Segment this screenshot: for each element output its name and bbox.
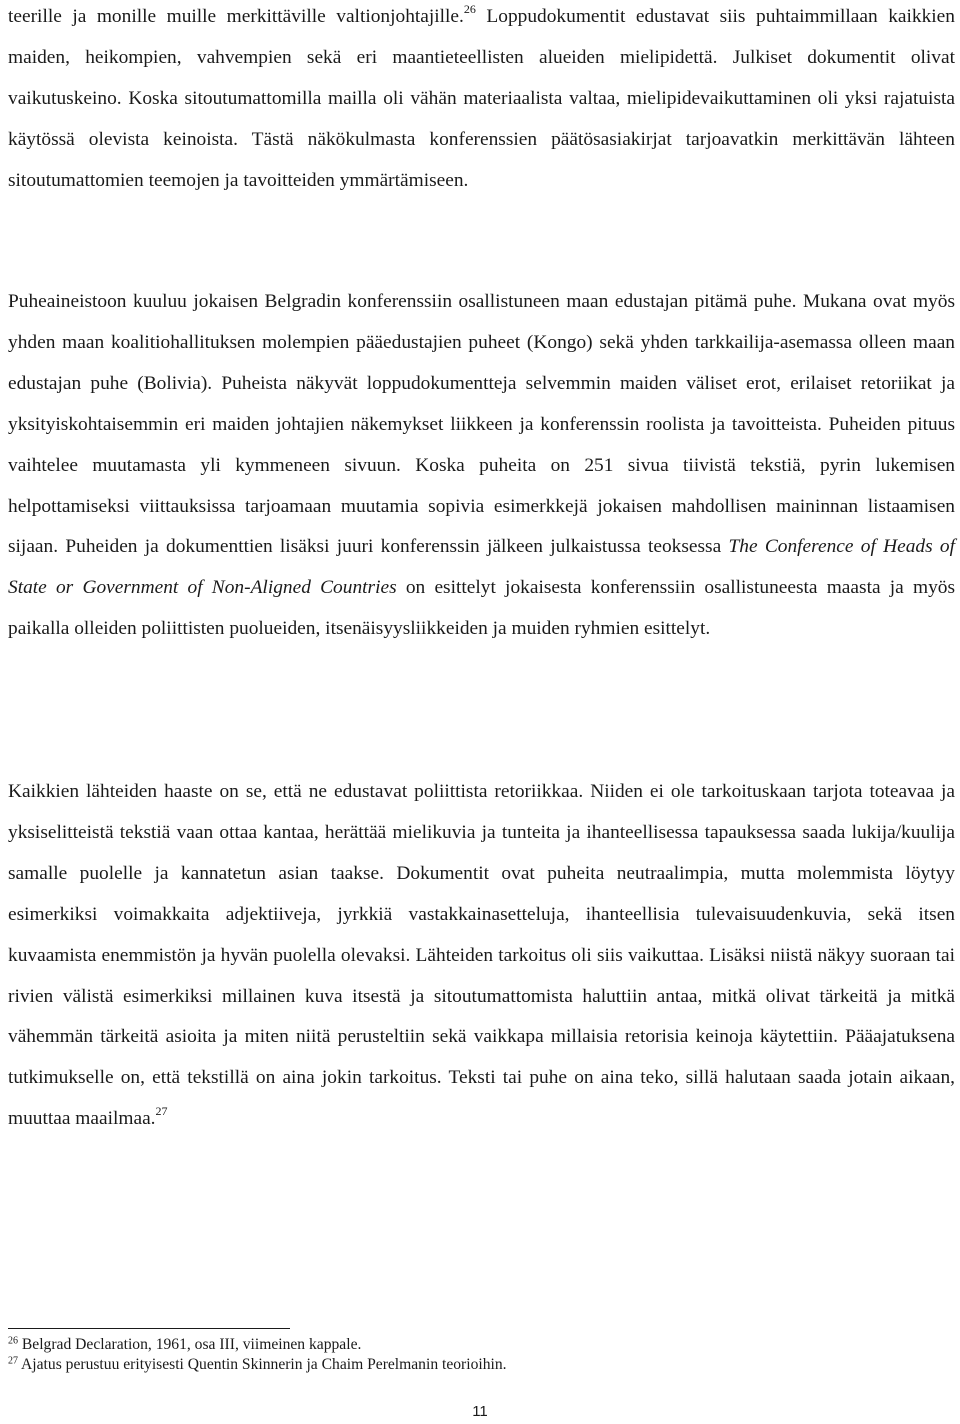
footnote-26 — [8, 1335, 948, 1355]
paragraph-3-text: Kaikkien lähteiden haaste on se, että ne edustavat poliittista retoriikkaa. Niiden ei ole tarkoituskaan tarjota toteavaa ja yksiselitteistä tekstiä vaan ottaa kantaa, herättää mielikuvia ja tunteita ja ihanteellisessa tapauksessa saada lukija/kuulija samalle puolelle ja kannatetun asian taakse. Dokumentit ovat puheita neutraalimpia, mutta molemmista löytyy esimerkiksi voimakkaita adjektiiveja, jyrkkiä vastakkainasetteluja, ihanteellisia tulevaisuudenkuvia, sekä itsen kuvaamista enemmistön ja hyvän puolella olevaksi. Lähteiden tarkoitus oli siis vaikuttaa. Lisäksi niistä näkyy suoraan tai rivien välistä esimerkiksi millainen kuva itsestä ja sitoutumattomista haluttiin antaa, mitkä olivat tärkeitä ja mitkä vähemmän tärkeitä asioita ja miten niitä perusteltiin sekä vaikkapa millaisia retorisia keinoja käytettiin. Pääajatuksena tutkimukselle on, että tekstillä on aina jokin tarkoitus. Teksti tai puhe on aina teko, sillä halutaan saada jotain aikaan, muuttaa maailmaa. — [8, 781, 955, 1130]
footnote-separator — [8, 1328, 290, 1329]
paragraph-2 — [8, 282, 955, 650]
footnote-ref-26[interactable]: 26 — [463, 2, 476, 16]
footnote-ref-27[interactable]: 27 — [155, 1104, 168, 1119]
footnote-text: Belgrad Declaration, 1961, osa III, viimeinen kappale. — [21, 1336, 362, 1353]
paragraph-1-text-end: Loppudokumentit edustavat siis puhtaimmillaan kaikkien maiden, heikompien, vahvempien sekä eri maantieteellisten alueiden mielipidettä. Julkiset dokumentit olivat vaikutuskeino. Koska sitoutumattomilla mailla oli vähän materiaalista valtaa, mielipidevaikuttaminen oli yksi rajatuista käytössä olevista keinoista. Tästä näkökulmasta konferenssien päätösasiakirjat tarjoavatkin merkittävän lähteen sitoutumattomien teemojen ja tavoitteiden ymmärtämiseen. — [8, 6, 955, 191]
footnote-text: Ajatus perustuu erityisesti Quentin Skinnerin ja Chaim Perelmanin teorioihin. — [21, 1356, 507, 1373]
paragraph-3 — [8, 772, 955, 1140]
paragraph-2-text-start: Puheaineistoon kuuluu jokaisen Belgradin konferenssiin osallistuneen maan edustajan pitämä puhe. Mukana ovat myös yhden maan koalitiohallituksen molempien pääedustajien puheet (Kongo) sekä yhden tarkkailija-asemassa olleen maan edustajan puhe (Bolivia). Puheista näkyvät loppudokumentteja selvemmin maiden väliset erot, erilaiset retoriikat ja yksityiskohtaisemmin eri maiden johtajien näkemykset liikkeen ja konferenssin roolista ja tavoitteista. Puheiden pituus vaihtelee muutamasta yli kymmeneen sivuun. Koska puheita on 251 sivua tiivistä tekstiä, pyrin lukemisen helpottamiseksi viittauksissa tarjoamaan muutamia sopivia esimerkkejä jokaisen mahdollisen maininnan listaamisen sijaan. Puheiden ja dokumenttien lisäksi juuri konferenssin jälkeen julkaistussa teoksessa — [8, 291, 955, 558]
paragraph-2-text-end: on esittelyt jokaisesta konferenssiin osallistuneesta maasta ja myös paikalla olleiden poliittisten puolueiden, itsenäisyysliikkeiden ja muiden ryhmien esittelyt. — [8, 577, 956, 640]
footnote-number: 27 — [8, 1355, 18, 1367]
book-title: The Conference of Heads of State or Government of Non-Aligned Countries — [8, 536, 955, 599]
footnotes — [8, 1335, 948, 1375]
footnote-number: 26 — [8, 1335, 18, 1347]
footnote-27 — [8, 1355, 948, 1375]
paragraph-1-text-start: teerille ja monille muille merkittäville valtionjohtajille. — [8, 6, 464, 27]
page-number: 11 — [472, 1403, 488, 1420]
paragraph-1 — [8, 0, 955, 202]
